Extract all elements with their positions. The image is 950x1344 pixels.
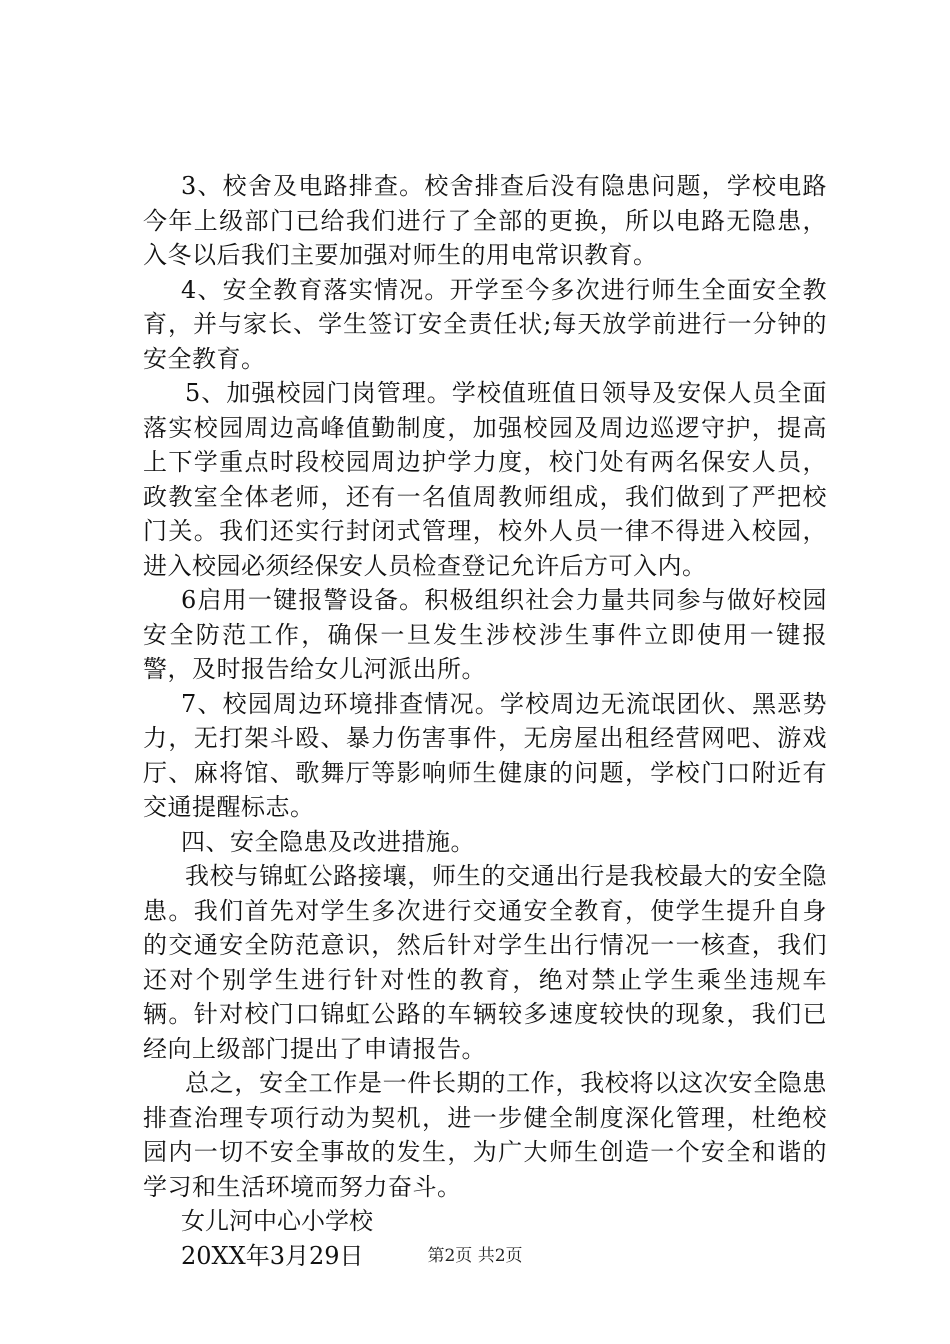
signature-school-name: 女儿河中心小学校 — [181, 1207, 373, 1235]
section-heading-hazards: 四、安全隐患及改进措施。 — [181, 827, 475, 856]
paragraph-surrounding-environment: 7、校园周边环境排查情况。学校周边无流氓团伙、黑恶势力，无打架斗殴、暴力伤害事件，无房屋出租经营网吧、游戏厅、麻将馆、歌舞厅等影响师生健康的问题，学校门口附近有交通提醒标志。 — [143, 689, 827, 821]
paragraph-conclusion: 总之，安全工作是一件长期的工作，我校将以这次安全隐患排查治理专项行动为契机，进一步健全制度深化管理，杜绝校园内一切不安全事故的发生，为广大师生创造一个安全和谐的学习和生活环境而努力奋斗。 — [143, 1069, 827, 1201]
paragraph-gate-management: 5、加强校园门岗管理。学校值班值日领导及安保人员全面落实校园周边高峰值勤制度，加强校园及周边巡逻守护，提高上下学重点时段校园周边护学力度，校门处有两名保安人员，政教室全体老师，还有一名值周教师组成，我们做到了严把校门关。我们还实行封闭式管理，校外人员一律不得进入校园，进入校园必须经保安人员检查登记允许后方可入内。 — [143, 379, 827, 580]
paragraph-alarm-device: 6启用一键报警设备。积极组织社会力量共同参与做好校园安全防范工作，确保一旦发生涉校涉生事件立即使用一键报警，及时报告给女儿河派出所。 — [143, 586, 827, 683]
paragraph-school-building-circuit-check: 3、校舍及电路排查。校舍排查后没有隐患问题，学校电路今年上级部门已给我们进行了全部的更换，所以电路无隐患，入冬以后我们主要加强对师生的用电常识教育。 — [143, 172, 827, 269]
paragraph-safety-education: 4、安全教育落实情况。开学至今多次进行师生全面安全教育，并与家长、学生签订安全责任状;每天放学前进行一分钟的安全教育。 — [143, 275, 827, 373]
signature-date: 20XX年3月29日 — [181, 1241, 364, 1270]
page-number: 第2页 共2页 — [427, 1246, 523, 1266]
document-body — [143, 169, 827, 1273]
paragraph-traffic-hazard: 我校与锦虹公路接壤，师生的交通出行是我校最大的安全隐患。我们首先对学生多次进行交通安全教育，使学生提升自身的交通安全防范意识，然后针对学生出行情况一一核查，我们还对个别学生进行针对性的教育，绝对禁止学生乘坐违规车辆。针对校门口锦虹公路的车辆较多速度较快的现象，我们已经向上级部门提出了申请报告。 — [143, 862, 827, 1063]
